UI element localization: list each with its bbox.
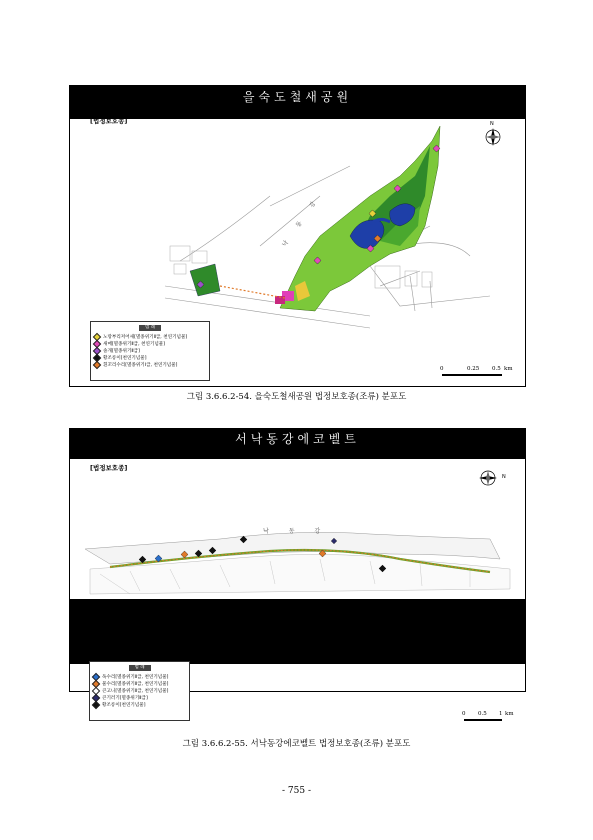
- figure-eulsukdo-map: [69, 85, 526, 387]
- figure-caption: 그림 3.6.6.2-55. 서낙동강에코벨트 법정보호종(조류) 분포도: [182, 739, 411, 749]
- diamond-icon: [93, 360, 101, 368]
- legend-item: 황조롱이[천연기념물]: [91, 354, 209, 361]
- legend-header: 범 례: [139, 325, 161, 331]
- legend-item: 새매[멸종위기Ⅱ급, 천연기념물]: [91, 340, 209, 347]
- scale-bar: 0 0.25 0.5 km: [440, 366, 520, 380]
- legend-box-seonakdong: [89, 661, 190, 721]
- legend-box: [90, 321, 210, 381]
- legend-item: 큰기러기[멸종위기Ⅱ급]: [90, 694, 189, 701]
- map-tag: [법정보호종]: [90, 117, 128, 125]
- page-number: - 755 -: [282, 786, 311, 796]
- north-arrow-icon: [482, 124, 504, 146]
- legend-item: 노랑부리저어새[멸종위기Ⅱ급, 천연기념물]: [91, 333, 209, 340]
- legend-item: 독수리[멸종위기Ⅱ급, 천연기념물]: [90, 673, 189, 680]
- north-label: N: [490, 121, 494, 127]
- legend-item: 큰고니[멸종위기Ⅱ급, 천연기념물]: [90, 687, 189, 694]
- north-label: N: [502, 474, 506, 480]
- map-title: 서낙동강에코벨트: [70, 429, 525, 459]
- legend-header: 범 례: [129, 665, 151, 671]
- legend-item: 흰꼬리수리[멸종위기Ⅰ급, 천연기념물]: [91, 361, 209, 368]
- figure-seonakdong-map: [69, 428, 526, 692]
- map-tag: [법정보호종]: [90, 464, 128, 472]
- river-label: 낙 동 강: [263, 528, 330, 535]
- legend-item: 솔개[멸종위기Ⅱ급]: [91, 347, 209, 354]
- black-band: [70, 599, 525, 664]
- legend-item: 물수리[멸종위기Ⅱ급, 천연기념물]: [90, 680, 189, 687]
- legend-item: 황조롱이[천연기념물]: [90, 701, 189, 708]
- river-label: 낙 동 강: [281, 193, 322, 249]
- figure-caption: 그림 3.6.6.2-54. 을숙도철새공원 법정보호종(조류) 분포도: [186, 392, 407, 402]
- scale-bar: 0 0.5 1 km: [462, 711, 522, 725]
- map-title: 을숙도철새공원: [70, 86, 525, 119]
- diamond-icon: [92, 700, 100, 708]
- north-arrow-icon: [478, 467, 500, 489]
